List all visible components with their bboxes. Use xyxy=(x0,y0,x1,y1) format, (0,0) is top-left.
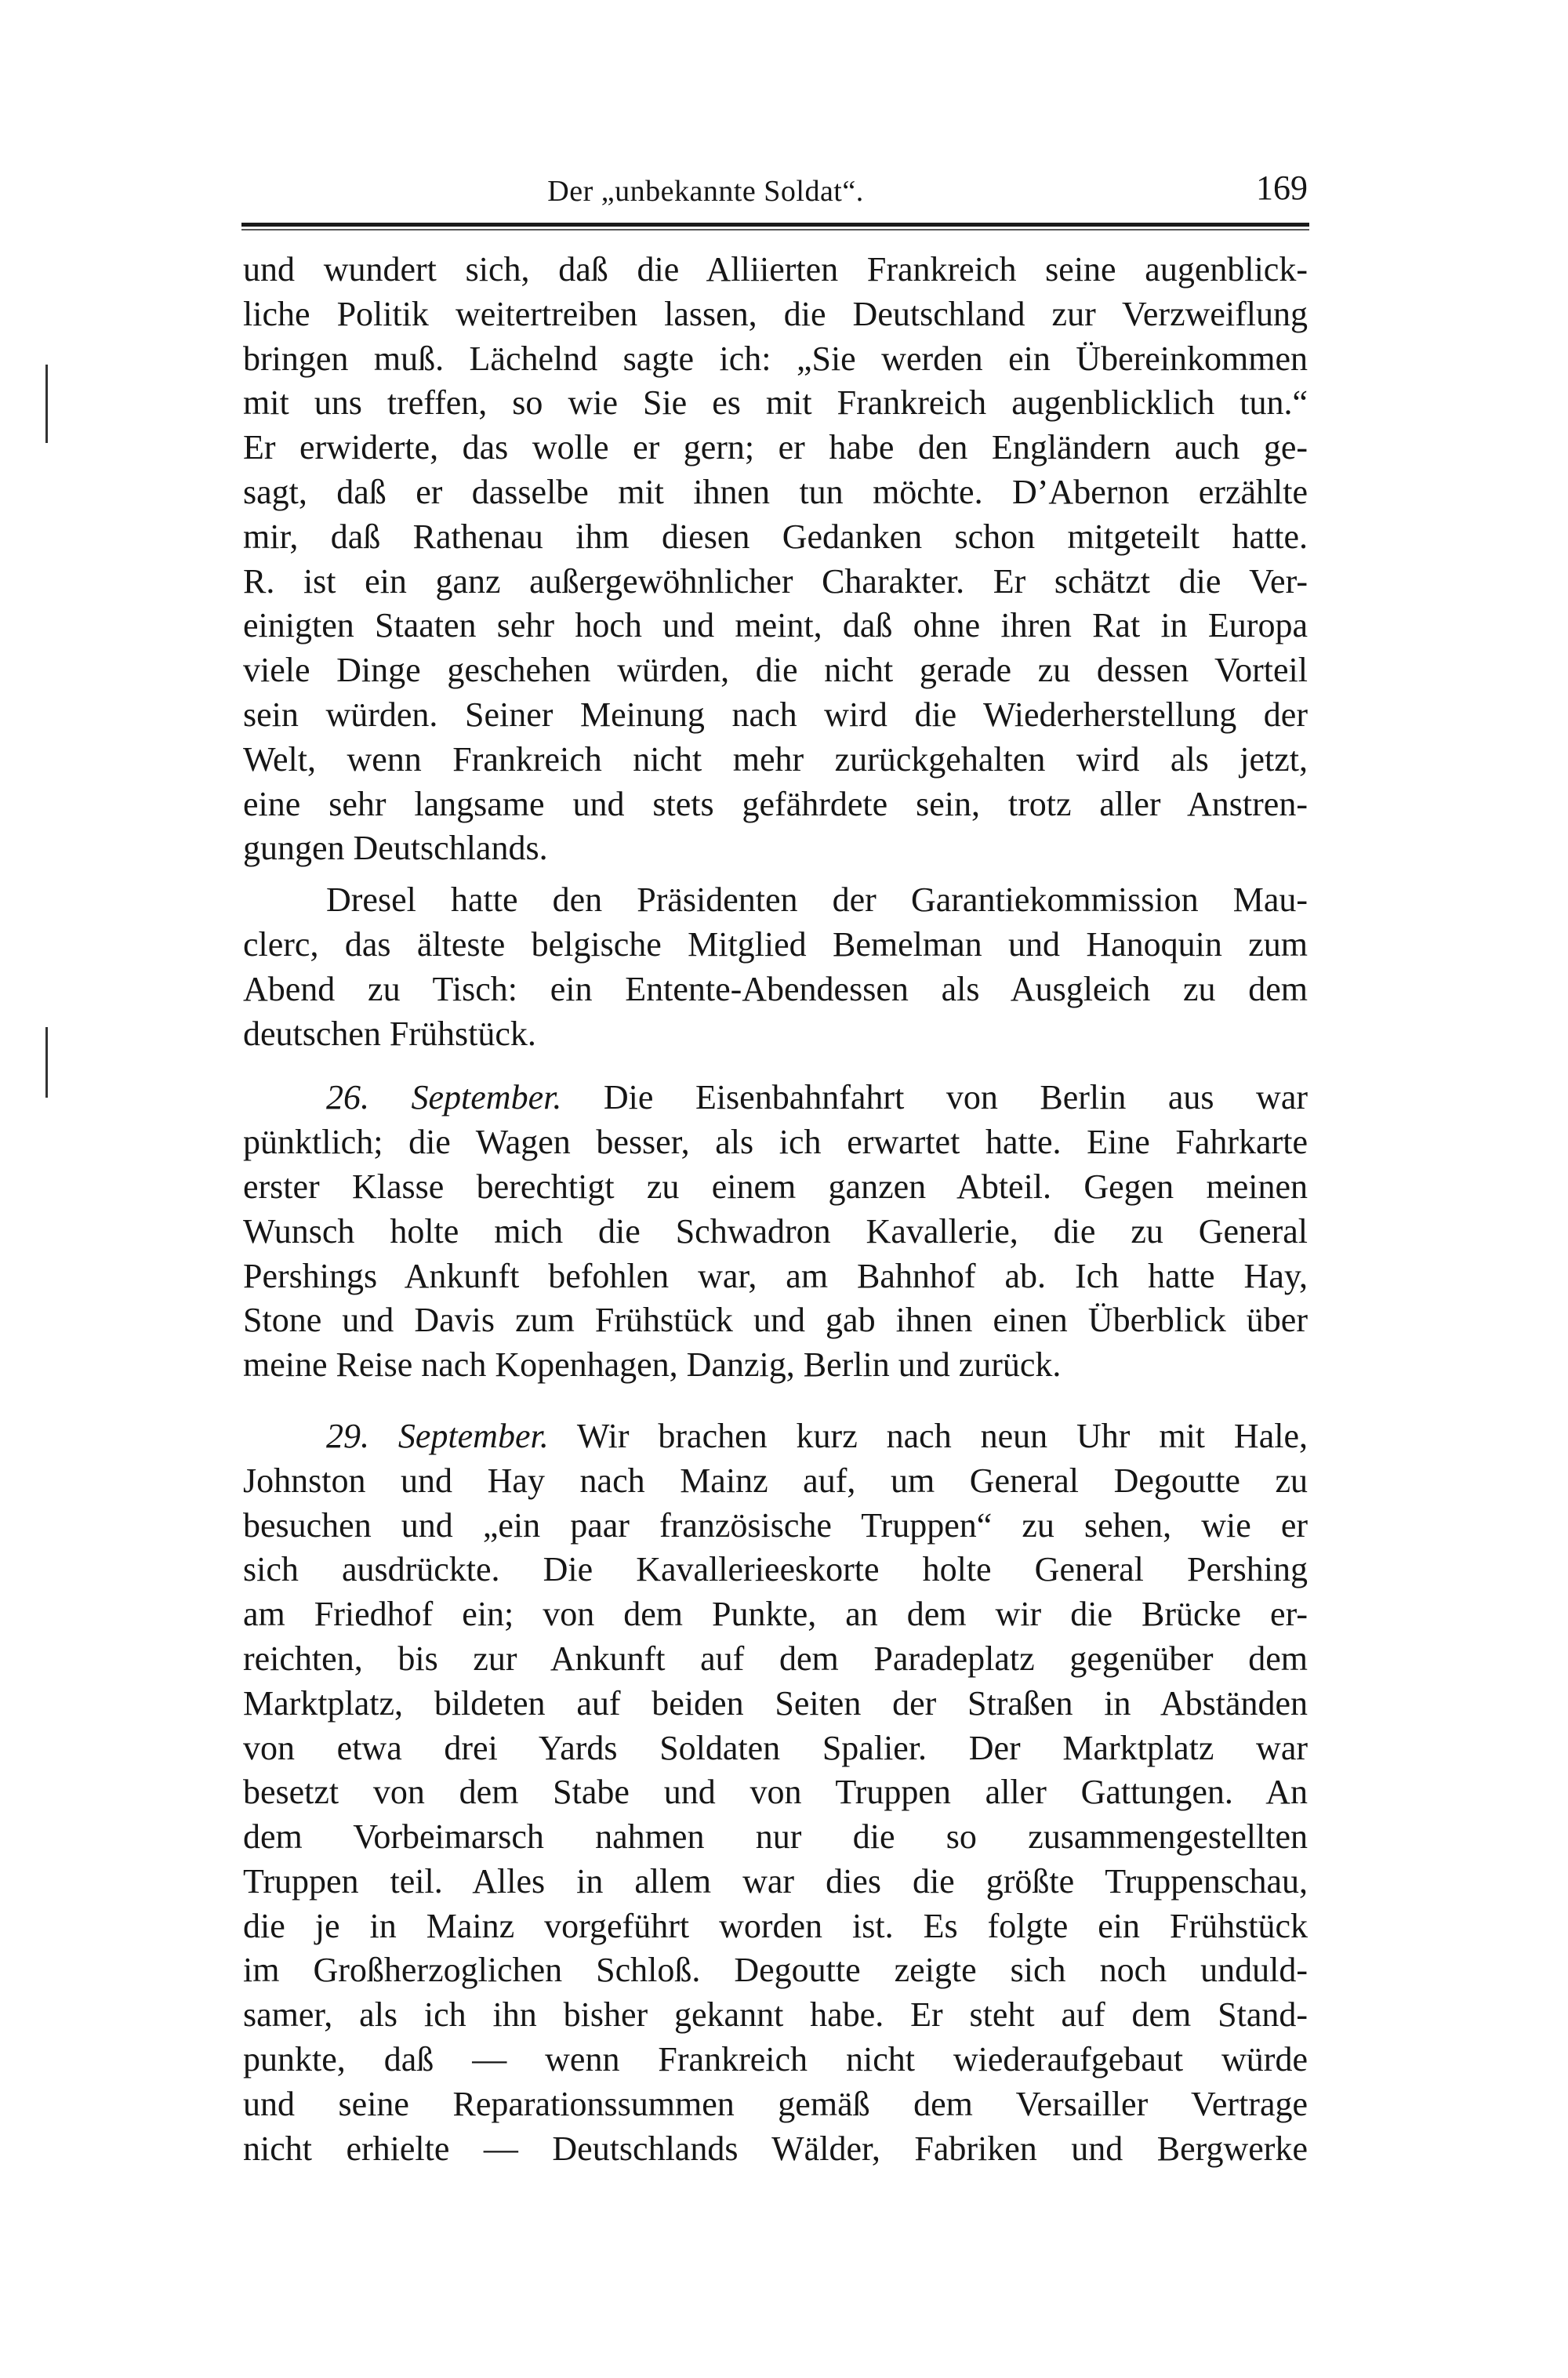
running-header-title: Der „unbekannte Soldat“. xyxy=(547,175,864,208)
paragraph xyxy=(243,878,1308,1056)
text-line: mir, daß Rathenau ihm diesen Gedanken schon mitgeteilt hatte. xyxy=(243,517,1308,556)
text-line: Stone und Davis zum Frühstück und gab ihnen einen Überblick über xyxy=(243,1301,1308,1340)
text-line: reichten, bis zur Ankunft auf dem Paradeplatz gegenüber dem xyxy=(243,1639,1308,1678)
text-line: mit uns treffen, so wie Sie es mit Frankreich augenblicklich tun.“ xyxy=(243,383,1308,423)
paragraph xyxy=(243,248,1308,871)
scan-mark xyxy=(45,365,48,443)
text-line: eine sehr langsame und stets gefährdete sein, trotz aller Anstren- xyxy=(243,784,1308,823)
text-line: Abend zu Tisch: ein Entente-Abendessen als Ausgleich zu dem xyxy=(243,969,1308,1008)
text-line xyxy=(243,1414,1308,1459)
text-line: Welt, wenn Frankreich nicht mehr zurückgehalten wird als jetzt, xyxy=(243,739,1308,779)
text-line: bringen muß. Lächelnd sagte ich: „Sie werden ein Übereinkommen xyxy=(243,339,1308,378)
header-rule-thin xyxy=(241,229,1309,231)
text-line: liche Politik weitertreiben lassen, die Deutschland zur Verzweiflung xyxy=(243,294,1308,333)
text-line: viele Dinge geschehen würden, die nicht gerade zu dessen Vorteil xyxy=(243,651,1308,690)
text-line: punkte, daß — wenn Frankreich nicht wiederaufgebaut würde xyxy=(243,2040,1308,2079)
text-line: clerc, das älteste belgische Mitglied Bemelman und Hanoquin zum xyxy=(243,924,1308,964)
text-line: erster Klasse berechtigt zu einem ganzen Abteil. Gegen meinen xyxy=(243,1167,1308,1206)
entry-date: 26. September. xyxy=(326,1078,562,1117)
text-line: die je in Mainz vorgeführt worden ist. Es folgte ein Frühstück xyxy=(243,1906,1308,1945)
scan-mark xyxy=(45,1027,48,1098)
text-line: Truppen teil. Alles in allem war dies die größte Truppenschau, xyxy=(243,1861,1308,1901)
text-line: sein würden. Seiner Meinung nach wird die Wiederherstellung der xyxy=(243,695,1308,734)
text-line: dem Vorbeimarsch nahmen nur die so zusammengestellten xyxy=(243,1817,1308,1857)
text-line: pünktlich; die Wagen besser, als ich erwartet hatte. Eine Fahrkarte xyxy=(243,1123,1308,1162)
paragraph xyxy=(243,1076,1308,1388)
text-line: Er erwiderte, das wolle er gern; er habe den Engländern auch ge- xyxy=(243,428,1308,467)
text-line: besetzt von dem Stabe und von Truppen aller Gattungen. An xyxy=(243,1773,1308,1812)
text-line: sagt, daß er dasselbe mit ihnen tun möchte. D’Abernon erzählte xyxy=(243,472,1308,511)
body-text xyxy=(243,248,1308,2171)
header-rule xyxy=(241,223,1309,227)
text-line: Marktplatz, bildeten auf beiden Seiten der Straßen in Abständen xyxy=(243,1683,1308,1723)
paragraph xyxy=(243,1414,1308,2172)
text-line: R. ist ein ganz außergewöhnlicher Charakter. Er schätzt die Ver- xyxy=(243,561,1308,601)
text-line: besuchen und „ein paar französische Truppen“ zu sehen, wie er xyxy=(243,1505,1308,1545)
text-line: und seine Reparationssummen gemäß dem Versailler Vertrage xyxy=(243,2084,1308,2123)
entry-date: 29. September. xyxy=(326,1416,549,1455)
text-line: gungen Deutschlands. xyxy=(243,829,548,868)
text-line xyxy=(243,1076,1308,1120)
text-line: im Großherzoglichen Schloß. Degoutte zeigte sich noch unduld- xyxy=(243,1951,1308,1990)
text-line: Dresel hatte den Präsidenten der Garantiekommission Mau- xyxy=(326,880,1308,920)
line-text: Wir brachen kurz nach neun Uhr mit Hale, xyxy=(548,1416,1308,1455)
text-line: Wunsch holte mich die Schwadron Kavallerie, die zu General xyxy=(243,1211,1308,1251)
line-text: Die Eisenbahnfahrt von Berlin aus war xyxy=(561,1078,1308,1117)
text-line: am Friedhof ein; von dem Punkte, an dem wir die Brücke er- xyxy=(243,1595,1308,1634)
page-number: 169 xyxy=(1256,169,1308,207)
text-line: sich ausdrückte. Die Kavallerieeskorte holte General Pershing xyxy=(243,1550,1308,1589)
text-line: deutschen Frühstück. xyxy=(243,1014,536,1053)
text-line: nicht erhielte — Deutschlands Wälder, Fabriken und Bergwerke xyxy=(243,2129,1308,2168)
text-line: einigten Staaten sehr hoch und meint, daß ohne ihren Rat in Europa xyxy=(243,606,1308,645)
text-line: und wundert sich, daß die Alliierten Frankreich seine augenblick- xyxy=(243,250,1308,289)
text-line: meine Reise nach Kopenhagen, Danzig, Berlin und zurück. xyxy=(243,1345,1062,1385)
text-line: von etwa drei Yards Soldaten Spalier. Der Marktplatz war xyxy=(243,1728,1308,1767)
text-line: Johnston und Hay nach Mainz auf, um General Degoutte zu xyxy=(243,1461,1308,1500)
text-line: Pershings Ankunft befohlen war, am Bahnhof ab. Ich hatte Hay, xyxy=(243,1256,1308,1295)
text-line: samer, als ich ihn bisher gekannt habe. Er steht auf dem Stand- xyxy=(243,1995,1308,2035)
